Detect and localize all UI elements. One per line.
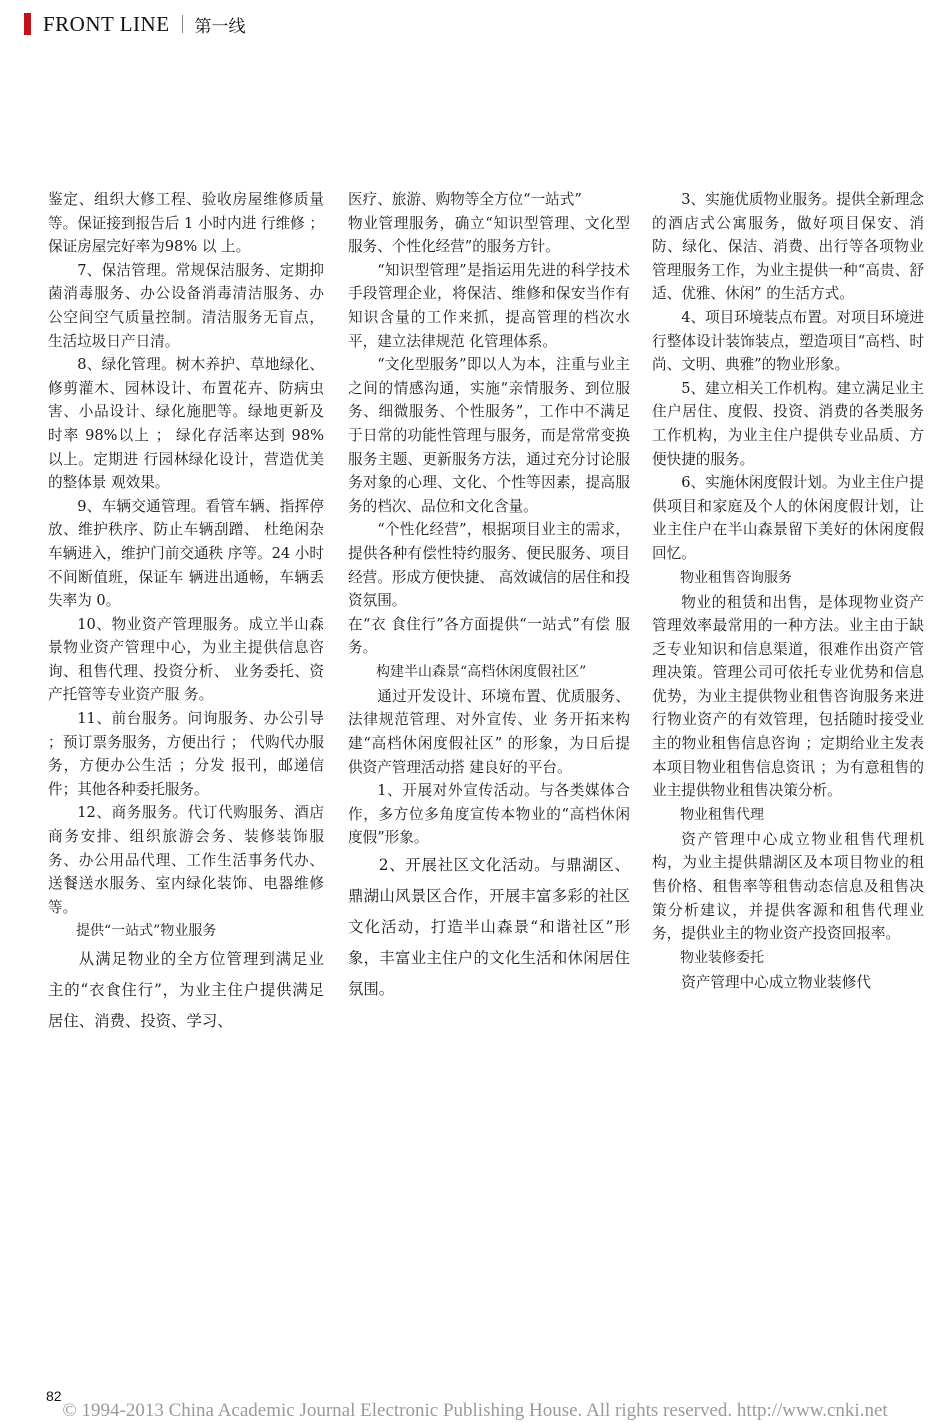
body-paragraph: 通过开发设计、环境布置、优质服务、法律规范管理、对外宣传、业 务开拓来构建“高档休闲度假社区” 的形象，为日后提供资产管理活动搭 建良好的平台。 <box>348 687 630 776</box>
body-paragraph: 鉴定、组织大修工程、验收房屋维修质量等。保证接到报告后 1 小时内进 行维修 ；保证房屋完好率为98% 以 上。 <box>48 191 324 256</box>
body-paragraph: 8、绿化管理。树木养护、草地绿化、修剪灌木、园林设计、布置花卉、防病虫害、小品设计、绿化施肥等。绿地更新及时率 98%以上 ； 绿化存活率达到 98% 以上。定期进 行园林绿化设计，营造优美的整体景 观效果。 <box>48 356 324 492</box>
section-subheading: 构建半山森景“高档休闲度假社区” <box>376 663 587 680</box>
body-paragraph: 5、建立相关工作机构。建立满足业主住户居住、度假、投资、消费的各类服务工作机构，为业主住户提供专业品质、方便快捷的服务。 <box>652 379 924 468</box>
section-subheading: 物业租售咨询服务 <box>680 569 792 586</box>
running-header <box>24 10 246 38</box>
body-paragraph: 10、物业资产管理服务。成立半山森景物业资产管理中心，为业主提供信息咨询、租售代理、投资分析、 业务委托、资产托管等专业资产服 务。 <box>48 615 324 704</box>
header-chinese-title: 第一线 <box>194 16 246 37</box>
body-paragraph: 资产管理中心成立物业装修代 <box>681 973 871 991</box>
body-paragraph: 11、前台服务。问询服务、办公引导 ；预订票务服务，方便出行 ； 代购代办服务，方便办公生活 ；分发 报刊，邮递信件；其他各种委托服务。 <box>48 710 324 798</box>
body-paragraph: “个性化经营”，根据项目业主的需求，提供各种有偿性特约服务、便民服务、项目经营。形成方便快捷、 高效诚信的居住和投资氛围。 <box>348 521 630 610</box>
body-paragraph: 医疗、旅游、购物等全方位“一站式” <box>348 191 582 208</box>
copyright-footer: © 1994-2013 China Academic Journal Electronic Publishing House. All rights reserved. http://www.cnki.net <box>62 1400 888 1421</box>
body-paragraph: 7、保洁管理。常规保洁服务、定期抑菌消毒服务、办公设备消毒清洁服务、办公空间空气质量控制。清洁服务无盲点，生活垃圾日产日清。 <box>48 261 324 350</box>
page-number: 82 <box>46 1388 62 1404</box>
section-subheading: 物业租售代理 <box>680 806 764 823</box>
body-paragraph: 12、商务服务。代订代购服务、酒店商务安排、组织旅游会务、装修装饰服务、办公用品代理、工作生活事务代办、送餐送水服务、室内绿化装饰、电器维修等。 <box>48 804 324 916</box>
body-paragraph: 9、车辆交通管理。看管车辆、指挥停放、维护秩序、防止车辆刮蹭、 杜绝闲杂车辆进入，维护门前交通秩 序等。24 小时不间断值班，保证车 辆进出通畅，车辆丢失率为 0。 <box>48 497 324 610</box>
body-paragraph: 物业的租赁和出售，是体现物业资产管理效率最常用的一种方法。业主由于缺乏专业知识和信息渠道，很难作出资产管理决策。管理公司可依托专业优势和信息优势，为业主提供物业租售咨询服务来进行物业资产的有效管理，包括随时接受业主的物业租售信息咨询 ；定期给业主发表本项目物业租售信息资讯 ；为有意租售的业主提供物业租售决策分析。 <box>652 593 924 800</box>
section-subheading: 物业装修委托 <box>680 949 764 966</box>
text-column-2 <box>348 188 630 1005</box>
body-paragraph: 在“衣 食住行”各方面提供“一站式”有偿 服务。 <box>348 615 630 657</box>
body-paragraph: “文化型服务”即以人为本，注重与业主之间的情感沟通，实施“亲情服务、到位服务、细微服务、个性服务”，工作中不满足于日常的功能性管理与服务，而是常常变换服务主题、更新服务方法，通过充分讨论服务对象的心理、文化、个性等因素，提高服务的档次、品位和文化含量。 <box>348 356 630 515</box>
body-paragraph: 物业管理服务，确立“知识型管理、文化型服务、个性化经营”的服务方针。 <box>348 214 630 256</box>
body-paragraph: 2、开展社区文化活动。与鼎湖区、鼎湖山风景区合作，开展丰富多彩的社区文化活动，打造半山森景“和谐社区”形象，丰富业主住户的文化生活和休闲居住氛围。 <box>348 856 630 999</box>
header-accent-bar <box>24 13 31 35</box>
header-divider <box>182 15 183 33</box>
body-paragraph: “知识型管理”是指运用先进的科学技术手段管理企业，将保洁、维修和保安当作有知识含量的工作来抓，提高管理的档次水平，建立法律规范 化管理体系。 <box>348 261 630 350</box>
header-english-title: FRONT LINE <box>43 11 170 36</box>
body-paragraph: 4、项目环境装点布置。对项目环境进行整体设计装饰装点，塑造项目“高档、时尚、文明、典雅”的物业形象。 <box>652 308 924 374</box>
text-column-3 <box>652 188 924 994</box>
section-subheading: 提供“一站式”物业服务 <box>76 923 217 940</box>
body-paragraph: 从满足物业的全方位管理到满足业主的“衣食住行”，为业主住户提供满足居住、消费、投资、学习、 <box>48 950 324 1031</box>
body-paragraph: 6、实施休闲度假计划。为业主住户提供项目和家庭及个人的休闲度假计划，让业主住户在半山森景留下美好的休闲度假回忆。 <box>652 474 924 562</box>
body-paragraph: 1、开展对外宣传活动。与各类媒体合作，多方位多角度宣传本物业的“高档休闲度假”形象。 <box>348 782 630 847</box>
text-column-1 <box>48 188 324 1037</box>
body-paragraph: 3、实施优质物业服务。提供全新理念的酒店式公寓服务，做好项目保安、消防、绿化、保洁、消费、出行等各项物业管理服务工作，为业主提供一种“高贵、舒适、优雅、休闲” 的生活方式。 <box>652 191 924 303</box>
body-paragraph: 资产管理中心成立物业租售代理机构，为业主提供鼎湖区及本项目物业的租售价格、租售率等租售动态信息及租售决策分析建议，并提供客源和租售代理业务，提供业主的物业资产投资回报率。 <box>652 830 924 943</box>
